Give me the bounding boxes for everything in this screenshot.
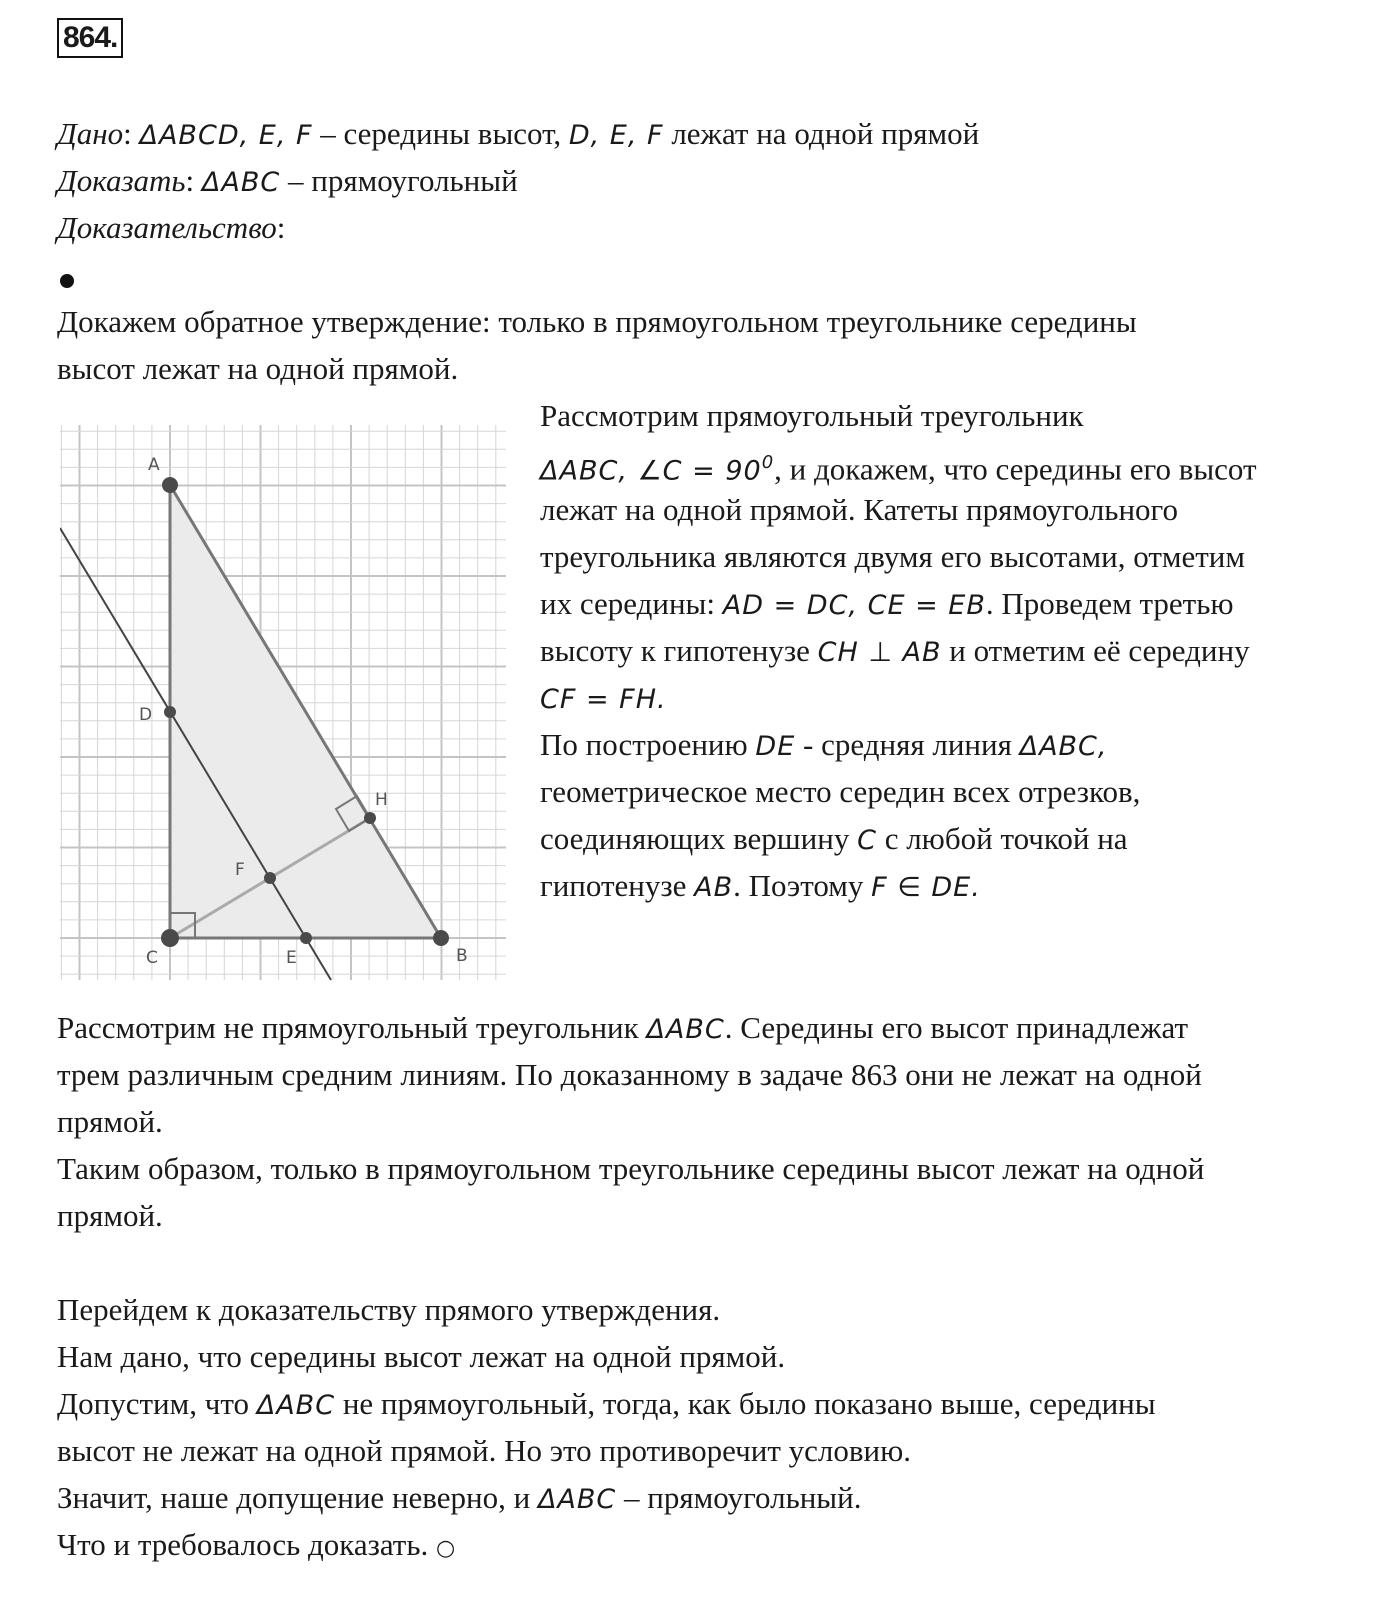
label-a: A bbox=[148, 455, 160, 475]
label-e: E bbox=[286, 948, 297, 968]
rc-line-1: Рассмотрим прямоугольный треугольник bbox=[540, 398, 1084, 433]
proof-label-line: Доказательство: bbox=[57, 210, 286, 245]
p4-line-6: Что и требовалось доказать. ○ bbox=[57, 1527, 456, 1562]
prove-line: Доказать: ΔABC – прямоугольный bbox=[57, 163, 518, 198]
triangle-abc bbox=[170, 485, 441, 938]
point-f bbox=[264, 872, 276, 884]
rc-line-4: треугольника являются двумя его высотами, отметим bbox=[540, 539, 1245, 574]
label-d: D bbox=[139, 705, 153, 725]
geometry-figure bbox=[60, 425, 520, 1000]
proof-label: Доказательство bbox=[57, 210, 277, 245]
intro-line-1: Докажем обратное утверждение: только в прямоугольном треугольнике середины bbox=[57, 304, 1137, 339]
p2-line-2: трем различным средним линиям. По доказанному в задаче 863 они не лежат на одной bbox=[57, 1057, 1202, 1092]
rc-line-2: ΔABC, ∠C = $90^0$, и докажем, что середины его высот bbox=[540, 451, 1257, 487]
point-d bbox=[164, 706, 176, 718]
rc-line-3: лежат на одной прямой. Катеты прямоугольного bbox=[540, 492, 1178, 527]
problem-number: 864. bbox=[57, 18, 123, 58]
figure-svg bbox=[60, 425, 520, 1000]
bullet-icon bbox=[60, 274, 74, 288]
p2-line-3: прямой. bbox=[57, 1104, 163, 1139]
rc-line-9: геометрическое место середин всех отрезков, bbox=[540, 774, 1141, 809]
given-label: Дано bbox=[57, 116, 124, 151]
point-h bbox=[364, 812, 376, 824]
p4-line-3: Допустим, что ΔABC не прямоугольный, тогда, как было показано выше, середины bbox=[57, 1386, 1156, 1421]
given-points: D, E, F bbox=[217, 120, 313, 151]
p4-line-2: Нам дано, что середины высот лежат на одной прямой. bbox=[57, 1339, 786, 1374]
p4-line-5: Значит, наше допущение неверно, и ΔABC – прямоугольный. bbox=[57, 1480, 862, 1515]
prove-triangle: ΔABC bbox=[201, 167, 281, 198]
given-points-2: D, E, F bbox=[568, 120, 664, 151]
qed-icon: ○ bbox=[436, 1536, 456, 1561]
prove-label: Доказать bbox=[57, 163, 186, 198]
p4-line-1: Перейдем к доказательству прямого утверждения. bbox=[57, 1292, 721, 1327]
p4-line-4: высот не лежат на одной прямой. Но это противоречит условию. bbox=[57, 1433, 911, 1468]
given-triangle: ΔABC bbox=[139, 120, 218, 151]
rc-line-7: CF = FH. bbox=[540, 684, 667, 715]
label-f: F bbox=[235, 860, 245, 880]
rc-line-10: соединяющих вершину C с любой точкой на bbox=[540, 821, 1128, 856]
point-e bbox=[300, 932, 312, 944]
p3-line-1: Таким образом, только в прямоугольном треугольнике середины высот лежат на одной bbox=[57, 1151, 1205, 1186]
intro-line-2: высот лежат на одной прямой. bbox=[57, 351, 459, 386]
rc-line-8: По построению DE - средняя линия ΔABC, bbox=[540, 727, 1108, 762]
point-b bbox=[433, 930, 449, 946]
rc-line-11: гипотенузе AB. Поэтому F ∈ DE. bbox=[540, 868, 981, 903]
rc-line-5: их середины: AD = DC, CE = EB. Проведем третью bbox=[540, 586, 1234, 621]
p3-line-2: прямой. bbox=[57, 1198, 163, 1233]
point-c bbox=[161, 929, 179, 947]
label-b: B bbox=[456, 946, 468, 966]
label-c: C bbox=[146, 948, 158, 968]
label-h: H bbox=[375, 790, 388, 810]
point-a bbox=[162, 477, 178, 493]
rc-line-6: высоту к гипотенузе CH ⊥ AB и отметим её середину bbox=[540, 633, 1250, 668]
given-line: Дано: ΔABCD, E, F – середины высот, D, E, F лежат на одной прямой bbox=[57, 116, 980, 151]
p2-line-1: Рассмотрим не прямоугольный треугольник ΔABC. Середины его высот принадлежат bbox=[57, 1010, 1188, 1045]
